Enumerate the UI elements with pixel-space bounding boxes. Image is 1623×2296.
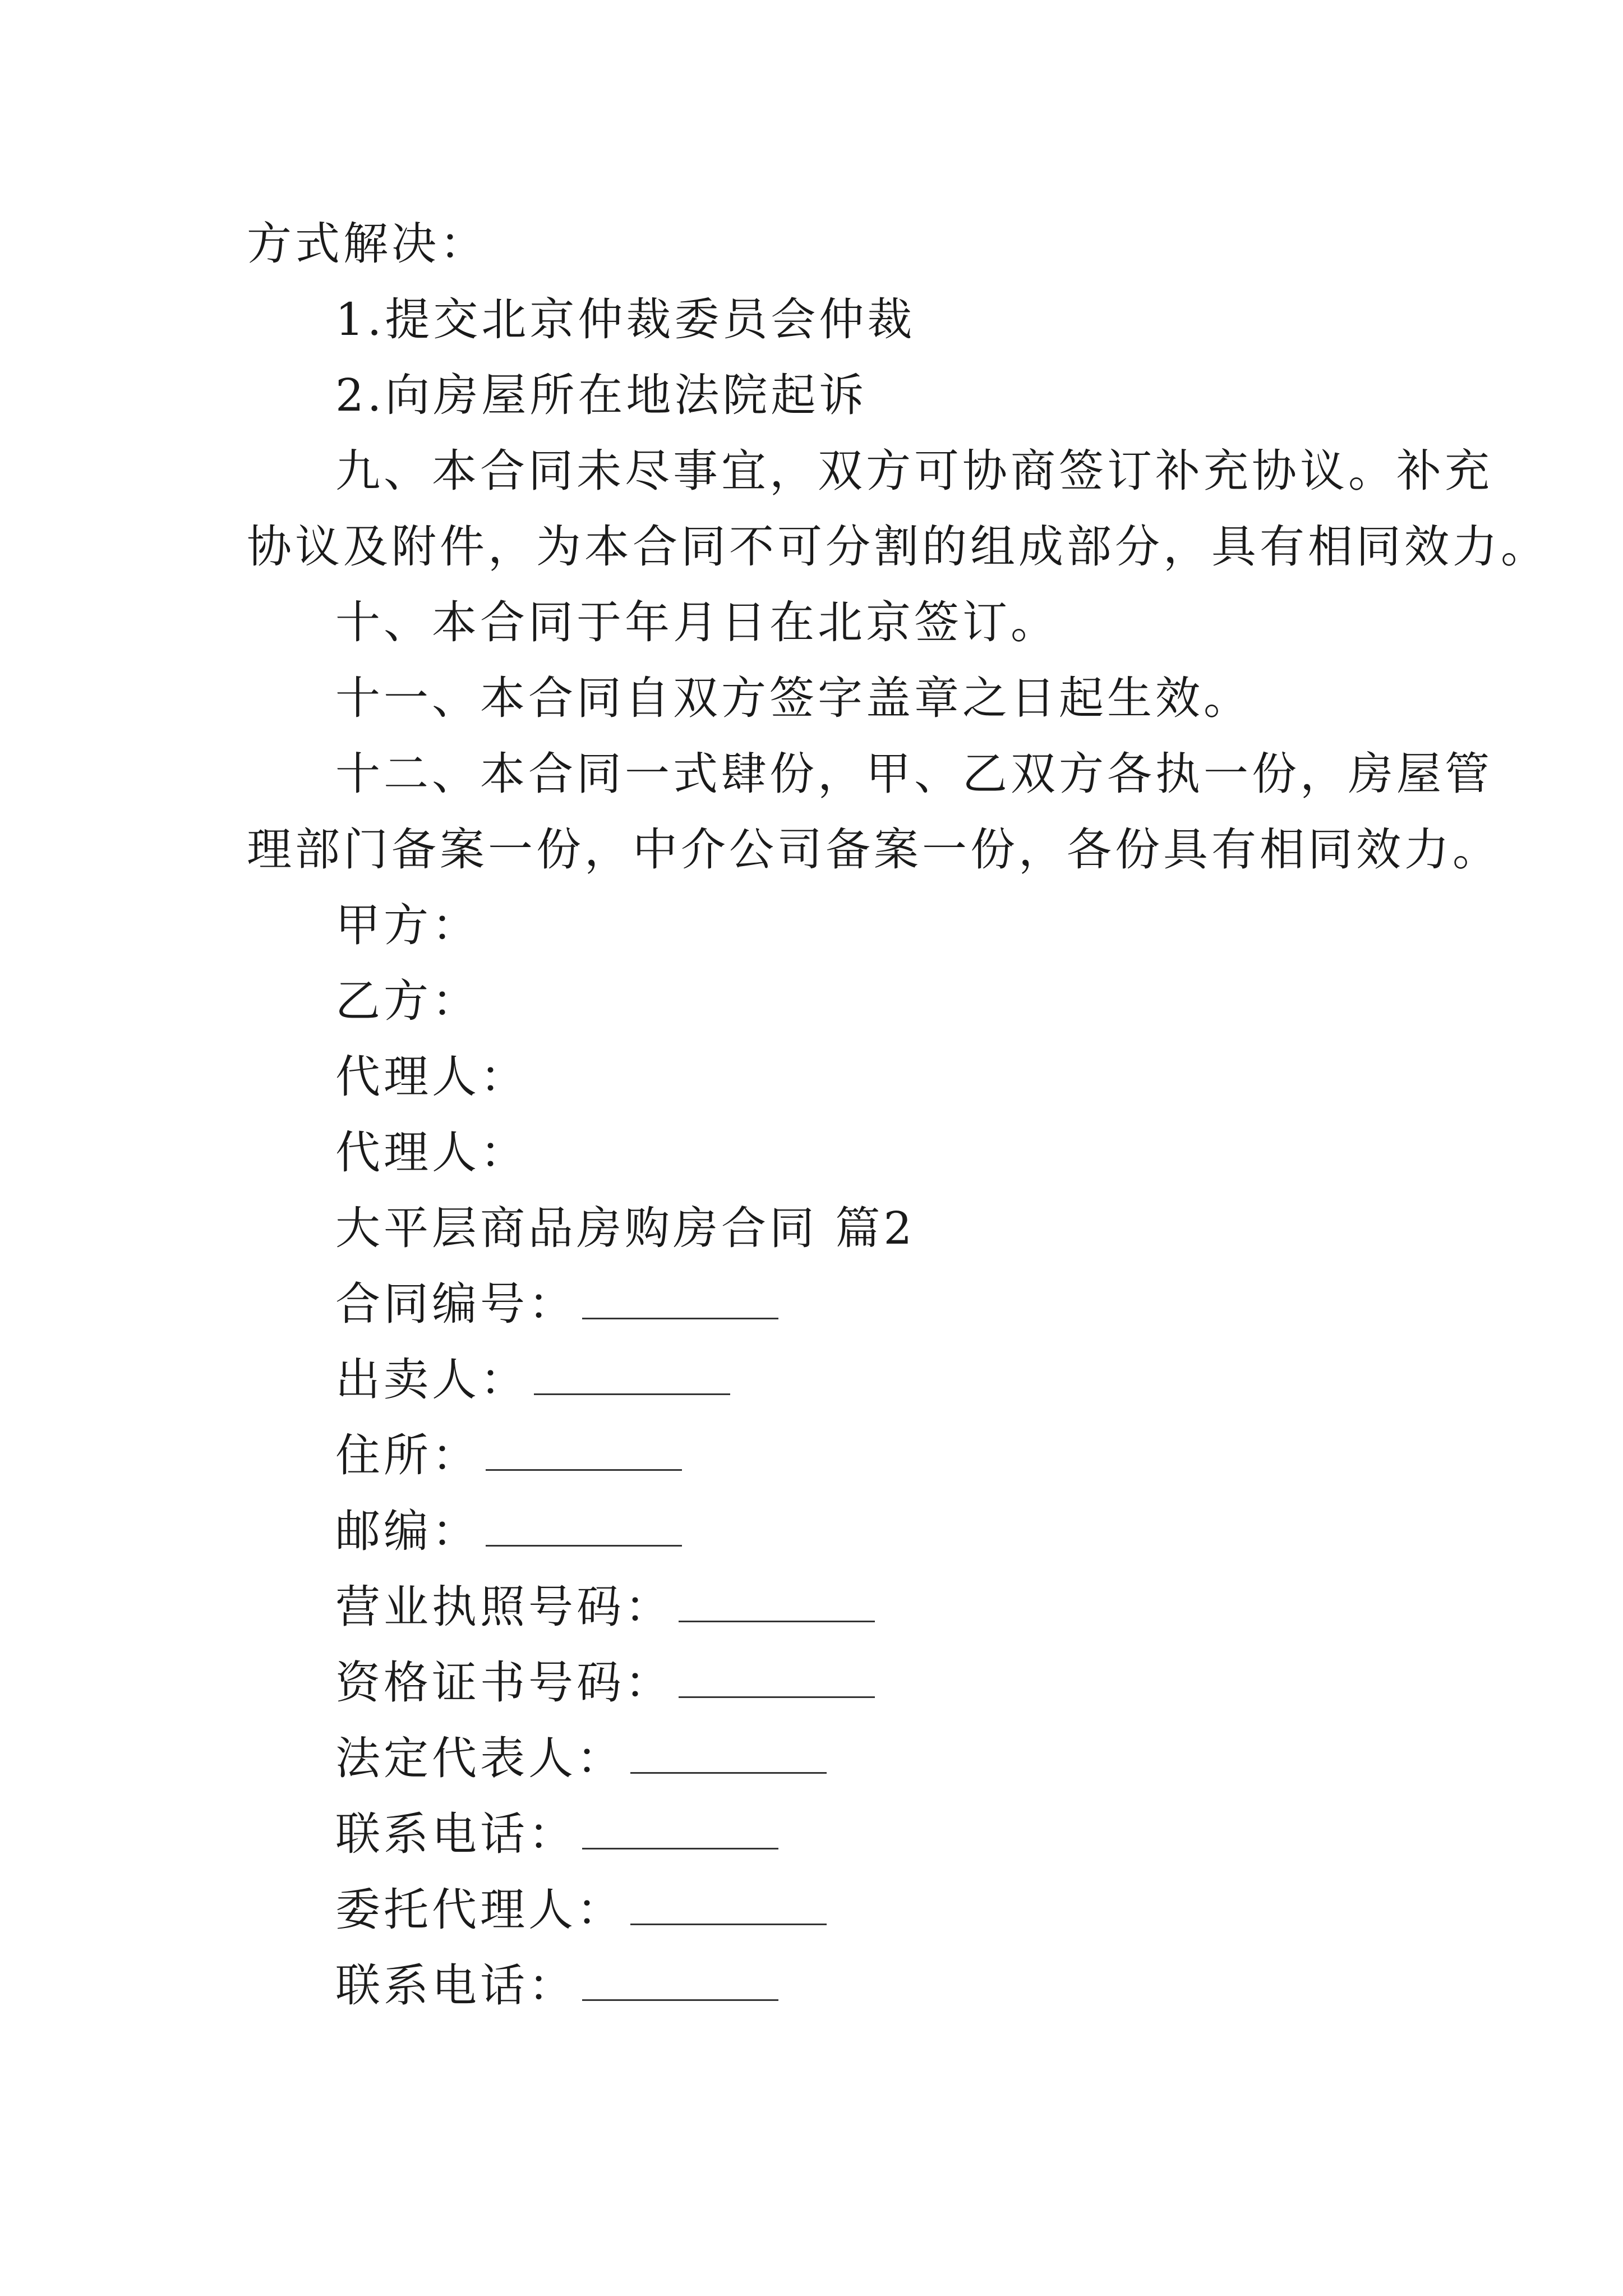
field-seller [335, 1352, 730, 1408]
continuation-text: 方式解决： [247, 218, 488, 270]
clause-9-line-2: 协议及附件，为本合同不可分割的组成部分，具有相同效力。 [247, 521, 1549, 573]
field-phone-2 [335, 1958, 778, 2014]
blank-line [679, 1587, 875, 1622]
clause-10: 十、本合同于年月日在北京签订。 [335, 596, 1059, 648]
field-label: 住所： [335, 1429, 480, 1481]
blank-line [582, 1814, 778, 1849]
clause-9-line-1: 九、本合同未尽事宜，双方可协商签订补充协议。补充 [335, 445, 1493, 497]
field-address [335, 1428, 682, 1484]
blank-line [486, 1435, 682, 1471]
field-contract-number [335, 1276, 778, 1332]
field-phone-1 [335, 1806, 778, 1862]
field-postcode [335, 1503, 682, 1559]
clause-11: 十一、本合同自双方签字盖章之日起生效。 [335, 672, 1252, 724]
option-arbitration: 1.提交北京仲裁委员会仲裁 [335, 293, 916, 346]
signature-party-b: 乙方： [335, 975, 480, 1027]
field-legal-representative [335, 1731, 827, 1787]
field-qualification-cert [335, 1655, 875, 1711]
blank-line [630, 1738, 827, 1774]
field-label: 法定代表人： [335, 1732, 625, 1784]
signature-party-a: 甲方： [335, 899, 480, 951]
field-label: 联系电话： [335, 1808, 577, 1860]
blank-line [486, 1511, 682, 1547]
signature-agent-2: 代理人： [335, 1126, 528, 1179]
blank-line [630, 1890, 827, 1925]
field-label: 联系电话： [335, 1959, 577, 2012]
field-label: 出卖人： [335, 1354, 528, 1406]
blank-line [582, 1284, 778, 1319]
section-title: 大平层商品房购房合同 篇2 [335, 1202, 916, 1254]
field-label: 营业执照号码： [335, 1581, 673, 1633]
option-court: 2.向房屋所在地法院起诉 [335, 369, 868, 421]
field-business-license [335, 1579, 875, 1635]
field-label: 资格证书号码： [335, 1657, 673, 1709]
blank-line [679, 1663, 875, 1698]
field-label: 委托代理人： [335, 1884, 625, 1936]
signature-agent-1: 代理人： [335, 1051, 528, 1103]
blank-line [582, 1966, 778, 2001]
blank-line [534, 1360, 730, 1395]
clause-12-line-1: 十二、本合同一式肆份，甲、乙双方各执一份，房屋管 [335, 748, 1493, 800]
field-label: 邮编： [335, 1505, 480, 1557]
clause-12-line-2: 理部门备案一份，中介公司备案一份，各份具有相同效力。 [247, 823, 1501, 876]
field-authorized-agent [335, 1882, 827, 1938]
field-label: 合同编号： [335, 1278, 577, 1330]
